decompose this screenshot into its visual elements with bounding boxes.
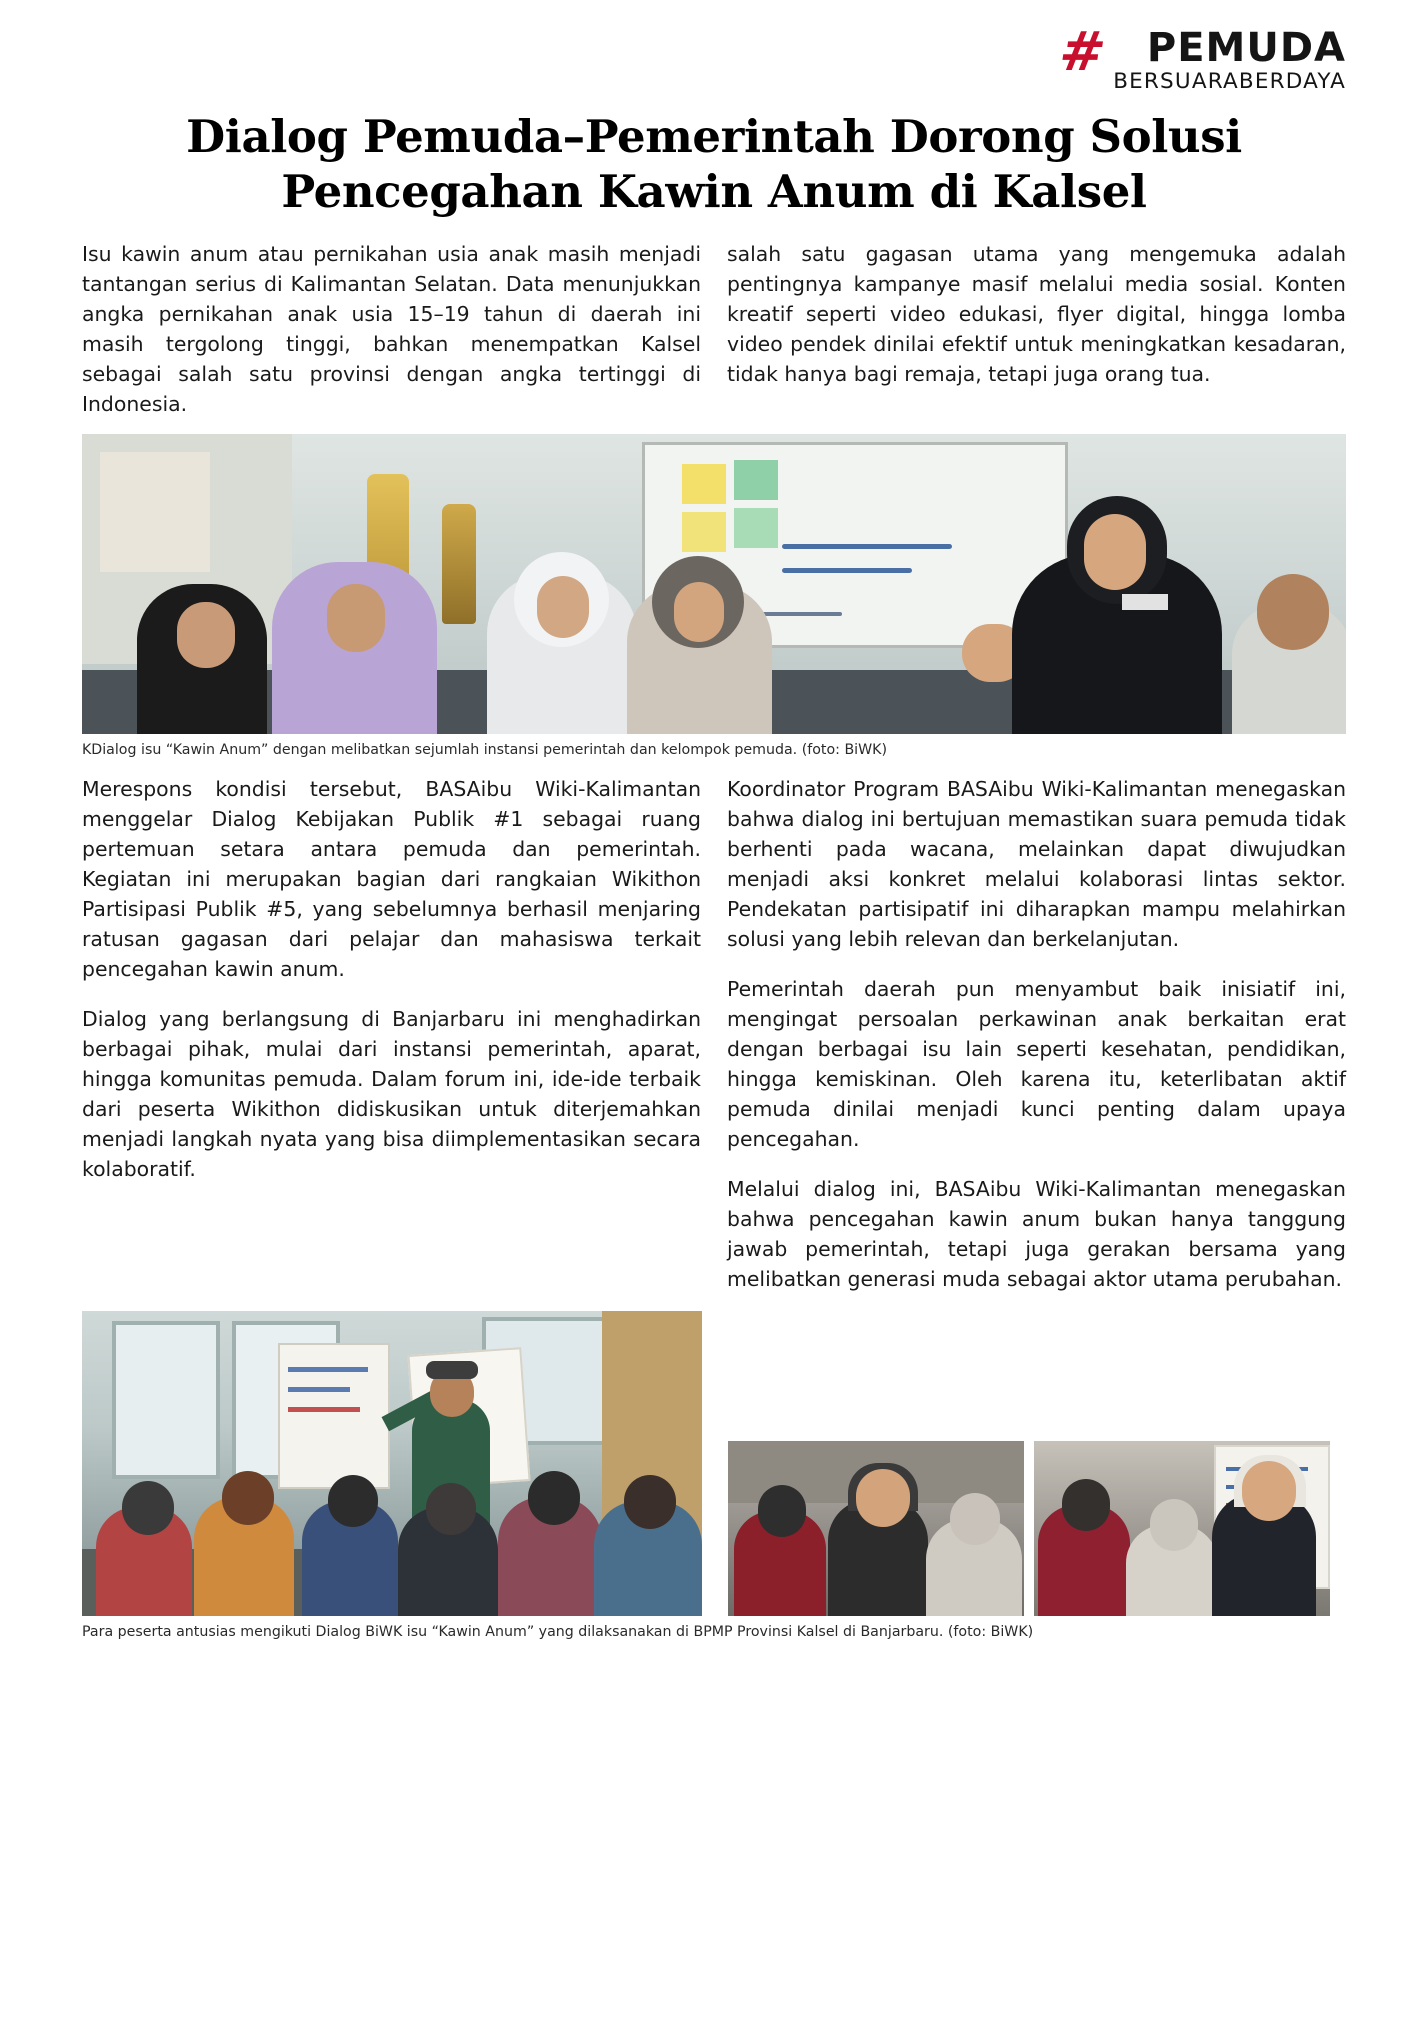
figure-bottom-group xyxy=(82,1311,1346,1616)
body-paragraph-left-2: Dialog yang berlangsung di Banjarbaru ini menghadirkan berbagai pihak, mulai dari instansi pemerintah, aparat, hingga komunitas pemuda. Dalam forum ini, ide-ide terbaik dari peserta Wikithon didiskusikan untuk diterjemahkan menjadi langkah nyata yang bisa diimplementasikan secara kolaboratif. xyxy=(82,1007,701,1181)
photo-pair-bottom-right xyxy=(728,1441,1330,1616)
body-paragraph-left-1: Merespons kondisi tersebut, BASAibu Wiki-Kalimantan menggelar Dialog Kebijakan Publik #1 sebagai ruang pertemuan setara antara pemuda dan pemerintah. Kegiatan ini merupakan bagian dari rangkaian Wikithon Partisipasi Publik #5, yang sebelumnya berhasil menjaring ratusan gagasan dari pelajar dan mahasiswa terkait pencegahan kawin anum. xyxy=(82,777,701,982)
photo-participant-whiteboard xyxy=(1034,1441,1330,1616)
logo-main-text: PEMUDA xyxy=(1146,25,1346,71)
pemuda-logo xyxy=(1055,20,1346,94)
figure-top-caption: KDialog isu “Kawin Anum” dengan melibatkan sejumlah instansi pemerintah dan kelompok pemuda. (foto: BiWK) xyxy=(82,741,887,758)
hash-icon: # xyxy=(1055,20,1108,83)
body-paragraph-right-1: Koordinator Program BASAibu Wiki-Kalimantan menegaskan bahwa dialog ini bertujuan memastikan suara pemuda tidak berhenti pada wacana, melainkan dapat diwujudkan menjadi aksi konkret melalui kolaborasi lintas sektor. Pendekatan partisipatif ini diharapkan mampu melahirkan solusi yang lebih relevan dan berkelanjutan. xyxy=(727,777,1346,952)
body-columns xyxy=(82,775,1346,1295)
body-paragraph-right-3: Melalui dialog ini, BASAibu Wiki-Kalimantan menegaskan bahwa pencegahan kawin anum bukan hanya tanggung jawab pemerintah, tetapi juga gerakan bersama yang melibatkan generasi muda sebagai aktor utama perubahan. xyxy=(727,1176,1346,1291)
intro-columns xyxy=(82,240,1346,420)
masthead xyxy=(82,20,1346,104)
body-column-left xyxy=(82,775,701,1295)
photo-dialog-meeting xyxy=(82,434,1346,734)
logo-sub-text: BERSUARABERDAYA xyxy=(1113,69,1346,94)
photo-presenter-flipchart xyxy=(82,1311,702,1616)
figure-top xyxy=(82,434,1346,759)
intro-column-left xyxy=(82,240,701,420)
logo-wordmark xyxy=(1113,26,1346,93)
intro-paragraph-left: Isu kawin anum atau pernikahan usia anak masih menjadi tantangan serius di Kalimantan Selatan. Data menunjukkan angka pernikahan anak usia 15–19 tahun di daerah ini masih tergolong tinggi, bahkan menempatkan Kalsel sebagai salah satu provinsi dengan angka tertinggi di Indonesia. xyxy=(82,241,701,416)
page-title: Dialog Pemuda–Pemerintah Dorong Solusi Pencegahan Kawin Anum di Kalsel xyxy=(186,110,1242,218)
intro-column-right xyxy=(727,240,1346,420)
body-column-right xyxy=(727,775,1346,1295)
intro-paragraph-right: salah satu gagasan utama yang mengemuka adalah pentingnya kampanye masif melalui media sosial. Konten kreatif seperti video edukasi, flyer digital, hingga lomba video pendek dinilai efektif untuk meningkatkan kesadaran, tidak hanya bagi remaja, tetapi juga orang tua. xyxy=(727,241,1346,386)
body-paragraph-right-2: Pemerintah daerah pun menyambut baik inisiatif ini, mengingat persoalan perkawinan anak berkaitan erat dengan berbagai isu lain seperti kesehatan, pendidikan, hingga kemiskinan. Oleh karena itu, keterlibatan aktif pemuda dinilai menjadi kunci penting dalam upaya pencegahan. xyxy=(727,977,1346,1151)
photo-participants-discussion xyxy=(728,1441,1024,1616)
figure-bottom-caption: Para peserta antusias mengikuti Dialog BiWK isu “Kawin Anum” yang dilaksanakan di BPMP Provinsi Kalsel di Banjarbaru. (foto: BiWK) xyxy=(82,1623,1034,1640)
